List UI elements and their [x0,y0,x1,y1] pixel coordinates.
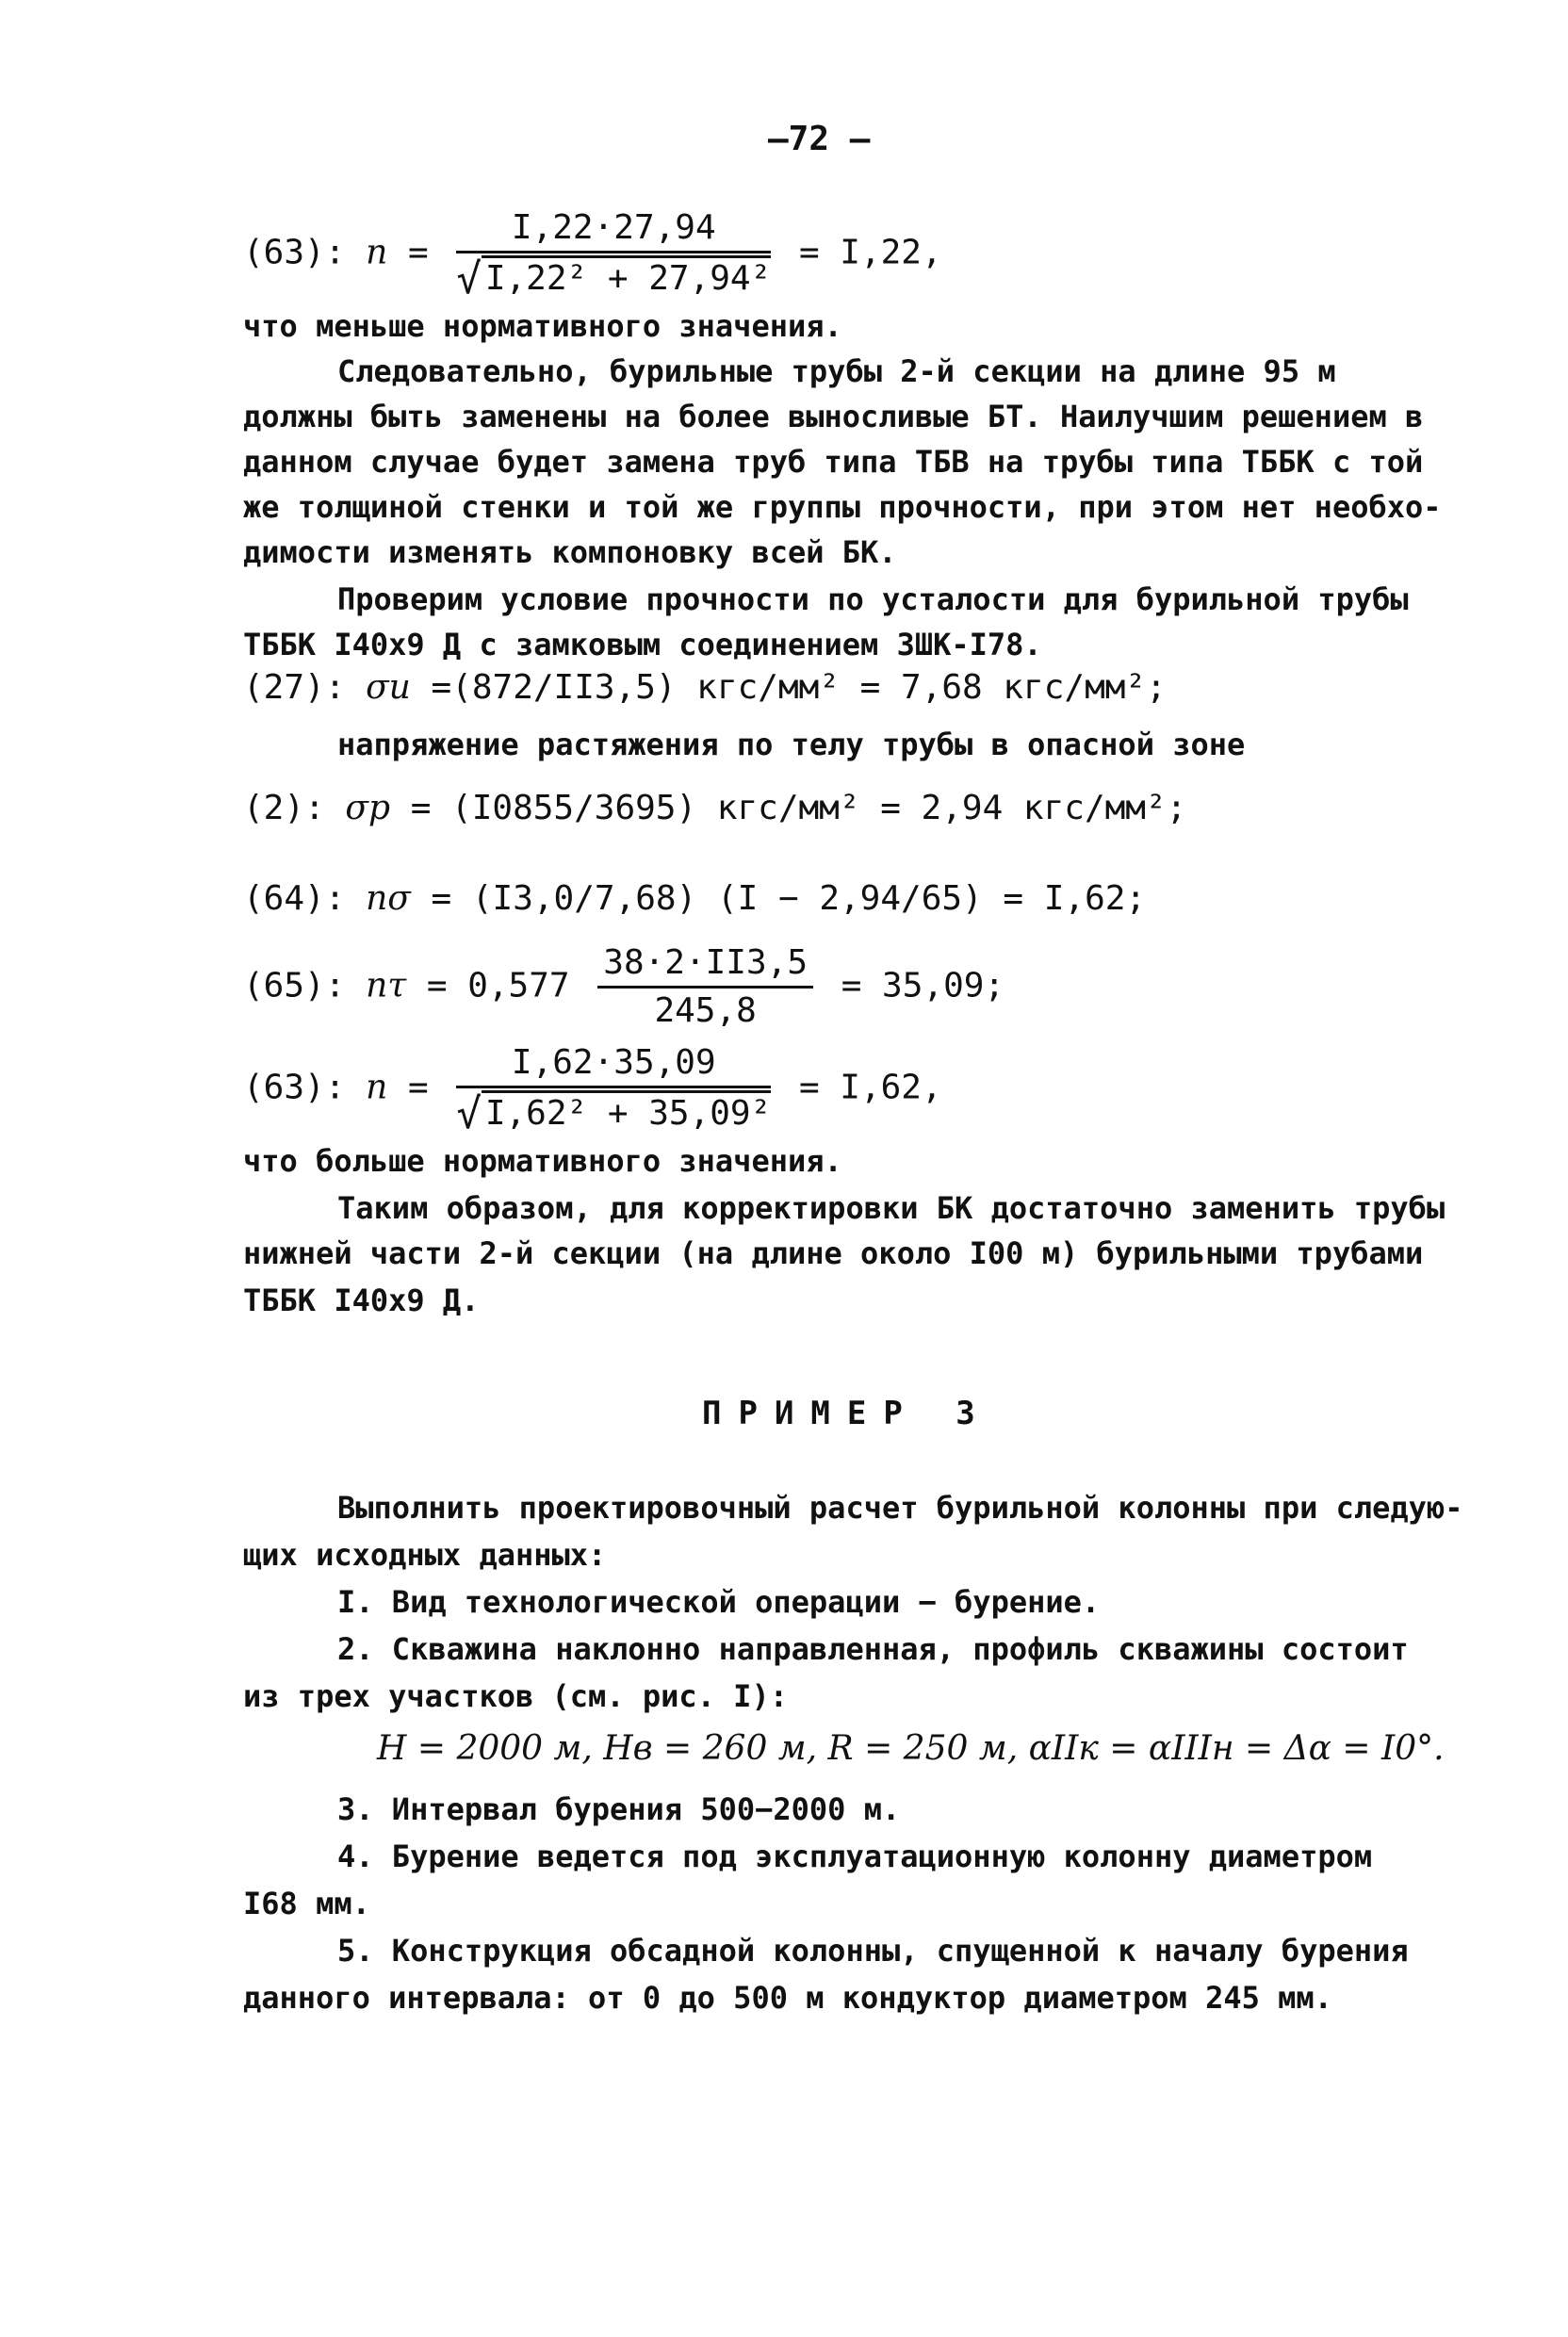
formula-variable: n [366,233,388,272]
formula-equals: = [407,1068,429,1107]
fraction-numerator: I,62·35,09 [456,1042,771,1088]
formula-variable: nτ [366,966,407,1005]
formula-fraction [456,207,771,301]
formula-variable: n [366,1068,388,1107]
paragraph-2-line-1: Следовательно, бурильные трубы 2-й секции на длине 95 м [337,353,1336,389]
formula-expression: = (I3,0/7,68) (I − 2,94/65) = I,62; [431,879,1147,918]
paragraph-2-line-4: же толщиной стенки и той же группы прочности, при этом нет необхо- [243,489,1442,525]
formula-result: = I,22, [798,233,942,272]
paragraph-5: что больше нормативного значения. [243,1143,842,1179]
radicand: I,62² + 35,09² [482,1090,771,1135]
radicand: I,22² + 27,94² [482,255,771,300]
sqrt-icon: √ [456,1090,482,1138]
formula-variable: nσ [366,879,411,918]
formula-65 [243,942,1004,1032]
formula-parameters: Н = 2000 м, Нв = 260 м, R = 250 м, αIIк = αIIIн = Δα = I0°. [377,1729,1445,1768]
formula-63-first [243,207,942,301]
fraction-denominator [456,253,771,301]
formula-label: (64): [243,879,346,918]
fraction-numerator: 38·2·II3,5 [597,942,813,989]
formula-result: = 35,09; [841,966,1005,1005]
formula-variable: σр [345,789,391,827]
page-number: —72 — [768,120,871,158]
formula-label: (63): [243,233,346,272]
formula-fraction [456,1042,771,1136]
list-item-5-line-1: 5. Конструкция обсадной колонны, спущенной к началу бурения [337,1933,1409,1969]
paragraph-6-line-1: Таким образом, для корректировки БК достаточно заменить трубы [337,1190,1446,1226]
formula-variable: σи [366,668,411,707]
formula-result: = I,62, [798,1068,942,1107]
sqrt-icon: √ [456,255,482,303]
fraction-denominator: 245,8 [654,991,757,1030]
formula-prefix: = 0,577 [426,966,570,1005]
formula-expression: =(872/II3,5) кгс/мм² = 7,68 кгс/мм²; [431,668,1167,707]
list-item-2-line-1: 2. Скважина наклонно направленная, профиль скважины состоит [337,1631,1409,1667]
formula-fraction [597,942,813,1032]
paragraph-6-line-3: ТББК I40х9 Д. [243,1283,480,1318]
formula-2 [243,788,1186,829]
list-item-4-line-2: I68 мм. [243,1886,370,1921]
fraction-denominator [456,1088,771,1136]
list-item-5-line-2: данного интервала: от 0 до 500 м кондуктор диаметром 245 мм. [243,1980,1332,2016]
formula-64 [243,878,1146,920]
formula-equals: = [407,233,429,272]
fraction-numerator: I,22·27,94 [456,207,771,253]
paragraph-3-line-1: Проверим условие прочности по усталости для бурильной трубы [337,581,1409,617]
paragraph-2-line-5: димости изменять компоновку всей БК. [243,534,897,570]
paragraph-1: что меньше нормативного значения. [243,308,842,344]
formula-27 [243,667,1167,709]
formula-label: (27): [243,668,346,707]
paragraph-3-line-2: ТББК I40х9 Д с замковым соединением ЗШК-I78. [243,627,1042,662]
list-item-4-line-1: 4. Бурение ведется под эксплуатационную колонну диаметром [337,1839,1373,1874]
formula-label: (2): [243,789,325,827]
formula-label: (63): [243,1068,346,1107]
paragraph-2-line-2: должны быть заменены на более выносливые БТ. Наилучшим решением в [243,399,1424,434]
list-item-3: 3. Интервал бурения 500−2000 м. [337,1791,901,1827]
formula-label: (65): [243,966,346,1005]
paragraph-7-line-1: Выполнить проектировочный расчет бурильной колонны при следую- [337,1490,1463,1526]
paragraph-6-line-2: нижней части 2-й секции (на длине около I00 м) бурильными трубами [243,1235,1424,1271]
list-item-1: I. Вид технологической операции − бурение. [337,1584,1101,1620]
paragraph-2-line-3: данном случае будет замена труб типа ТБВ на трубы типа ТББК с той [243,444,1424,480]
section-heading: ПРИМЕР 3 [702,1395,992,1432]
formula-63-second [243,1042,942,1136]
paragraph-7-line-2: щих исходных данных: [243,1537,607,1573]
list-item-2-line-2: из трех участков (см. рис. I): [243,1678,788,1714]
paragraph-4: напряжение растяжения по телу трубы в опасной зоне [337,727,1246,762]
formula-expression: = (I0855/3695) кгс/мм² = 2,94 кгс/мм²; [410,789,1187,827]
